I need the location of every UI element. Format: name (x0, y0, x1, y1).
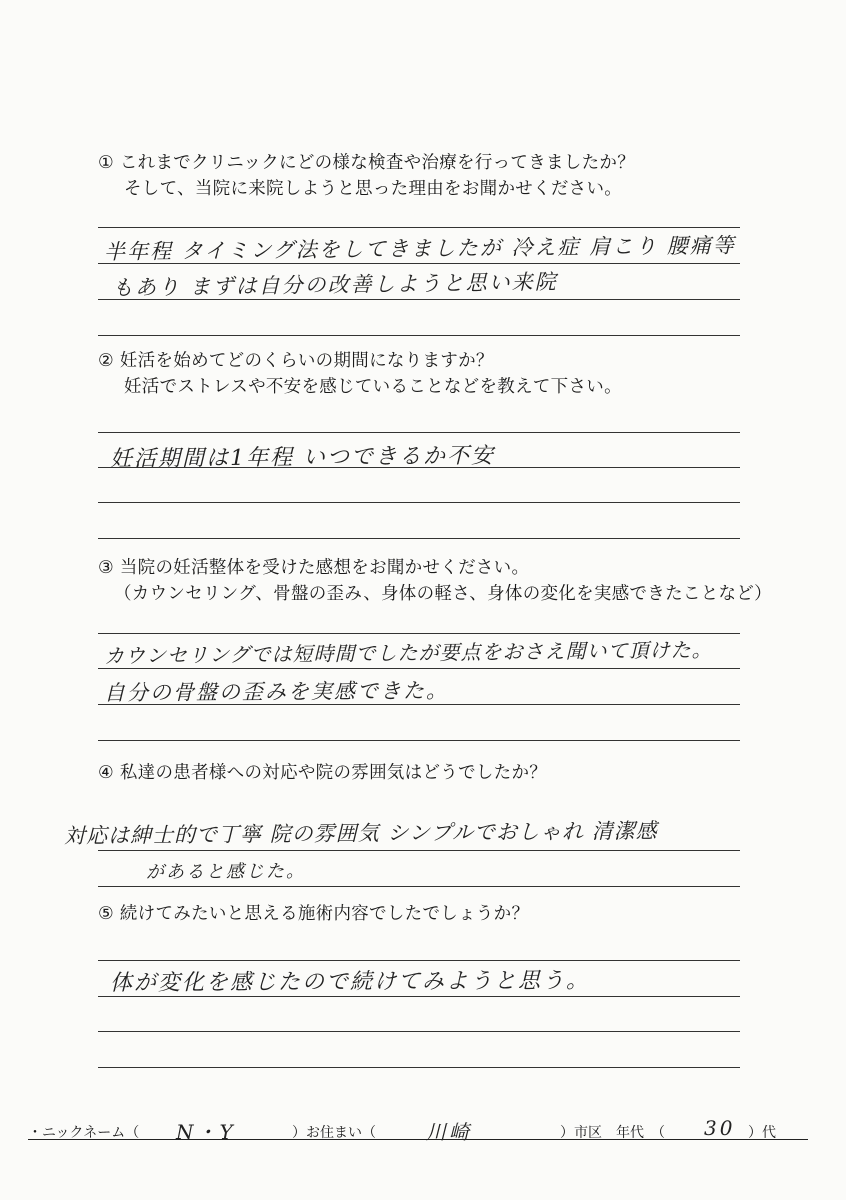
answer-rule (98, 668, 740, 669)
answer-rule (98, 432, 740, 433)
footer-rule (28, 1139, 808, 1140)
answer-rule (98, 538, 740, 539)
question-2 (98, 348, 622, 400)
question-2-text-line2: 妊活でストレスや不安を感じていることなどを教えて下さい。 (124, 377, 622, 397)
question-5-number: ⑤ (98, 904, 114, 924)
question-2-number: ② (98, 351, 114, 371)
answer-2-line-1: 妊活期間は1年程 いつできるか不安 (109, 443, 496, 472)
answer-rule (98, 740, 740, 741)
question-4-text-line1: 私達の患者様への対応や院の雰囲気はどうでしたか？ (119, 763, 548, 783)
answer-4-line-2: があると感じた。 (145, 860, 307, 883)
residence-label: ）お住まい（ (292, 1125, 376, 1141)
question-4 (98, 760, 547, 786)
answer-rule (98, 960, 740, 961)
question-1-number: ① (98, 153, 114, 173)
question-1-text-line2: そして、当院に来院しようと思った理由をお聞かせください。 (124, 179, 623, 199)
answer-rule (98, 886, 740, 887)
age-suffix: ）代 (748, 1125, 776, 1141)
residence-value: 川崎 (426, 1120, 472, 1144)
answer-1-line-2: もあり まずは自分の改善しようと思い来院 (111, 269, 558, 300)
question-3-number: ③ (98, 558, 114, 578)
nickname-label: ・ニックネーム（ (28, 1125, 140, 1141)
answer-1-line-1: 半年程 タイミング法をしてきましたが 冷え症 肩こり 腰痛等 (103, 233, 736, 264)
question-1-text-line1: これまでクリニックにどの様な検査や治療を行ってきましたか？ (119, 153, 636, 173)
answer-rule (98, 502, 740, 503)
city-age-label: ）市区 年代 （ (560, 1125, 665, 1141)
answer-5-line-1: 体が変化を感じたので続けてみようと思う。 (109, 968, 591, 996)
question-3 (98, 555, 772, 607)
question-1 (98, 150, 635, 202)
question-3-text-line2: （カウンセリング、骨盤の歪み、身体の軽さ、身体の変化を実感できたことなど） (114, 584, 772, 604)
answer-rule (98, 1031, 740, 1032)
answer-3-line-2: 自分の骨盤の歪みを実感できた。 (103, 678, 450, 705)
answer-3-line-1: カウンセリングでは短時間でしたが要点をおさえ聞いて頂けた。 (103, 637, 713, 668)
age-value: 30 (704, 1116, 736, 1140)
question-5-text-line1: 続けてみたいと思える施術内容でしたでしょうか？ (119, 904, 530, 924)
answer-rule (98, 1067, 740, 1068)
question-2-text-line1: 妊活を始めてどのくらいの期間になりますか？ (119, 351, 494, 371)
nickname-value: N・Y (176, 1120, 236, 1144)
question-4-number: ④ (98, 763, 114, 783)
question-3-text-line1: 当院の妊活整体を受けた感想をお聞かせください。 (119, 558, 530, 578)
answer-4-line-1: 対応は紳士的で丁寧 院の雰囲気 シンプルでおしゃれ 清潔感 (63, 818, 658, 848)
answer-rule (98, 335, 740, 336)
answer-rule (98, 227, 740, 228)
question-5 (98, 901, 529, 927)
answer-rule (98, 850, 740, 851)
